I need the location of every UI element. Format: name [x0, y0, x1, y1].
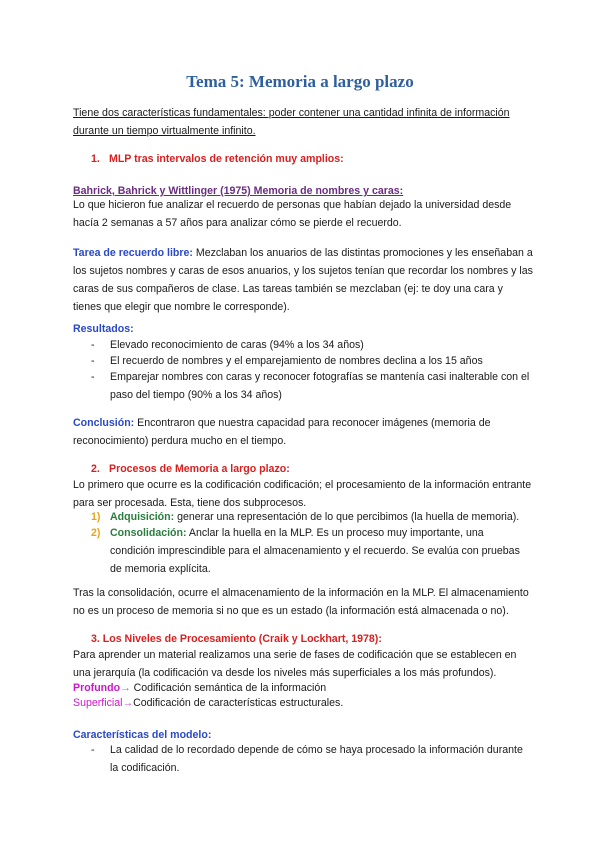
shallow-text: Codificación de características estructurales. — [133, 697, 344, 709]
study-title: Bahrick, Bahrick y Wittlinger (1975) Memoria de nombres y caras: — [73, 185, 404, 197]
section-2-text: Lo primero que ocurre es la codificación codificación; el procesamiento de la información entrante para ser procesada. Esta, tiene dos subprocesos. — [73, 479, 532, 509]
task-label: Tarea de recuerdo libre: — [73, 247, 193, 259]
arrow-icon: → — [122, 697, 134, 709]
bullet-dash: - — [91, 744, 95, 756]
section-2-number: 2. — [91, 463, 100, 475]
task-text: Mezclaban los anuarios de las distintas promociones y les enseñaban a los sujetos nombres y caras de esos anuarios, y los sujetos tenían que recordar los nombres y las caras de sus compañeros de clase. Las tareas también se mezclaban (ej: te doy una cara y tienes que elegir que nombre le corresponde). — [73, 247, 533, 313]
section-1-heading — [91, 150, 344, 168]
section-1-title: MLP tras intervalos de retención muy amplios: — [109, 153, 344, 165]
subprocess-number: 2) — [91, 527, 101, 539]
bullet-dash: - — [91, 371, 95, 383]
list-item-text: El recuerdo de nombres y el emparejamiento de nombres declina a los 15 años — [110, 355, 483, 367]
section-2-title: Procesos de Memoria a largo plazo: — [109, 463, 290, 475]
list-item — [91, 368, 531, 404]
subprocess-text — [110, 524, 531, 578]
section-3-text: Para aprender un material realizamos una serie de fases de codificación que se establecen en una jerarquía (la codificación va desde los niveles más superficiales a los más profundos). — [73, 649, 517, 679]
list-item-text: Elevado reconocimiento de caras (94% a los 34 años) — [110, 339, 364, 351]
features-label: Características del modelo: — [73, 729, 212, 741]
bullet-dash: - — [91, 339, 95, 351]
section-1-number: 1. — [91, 153, 100, 165]
shallow-label: Superficial — [73, 697, 123, 709]
shallow-processing-line — [73, 694, 533, 712]
list-item-text: Emparejar nombres con caras y reconocer fotografías se mantenía casi inalterable con el paso del tiempo (90% a los 34 años) — [110, 371, 530, 401]
list-item-text: La calidad de lo recordado depende de cómo se haya procesado la información durante la codificación. — [110, 744, 523, 774]
deep-text: Codificación semántica de la información — [130, 682, 327, 694]
bullet-dash: - — [91, 355, 95, 367]
arrow-icon: → — [120, 682, 131, 694]
section-3-heading: 3. Los Niveles de Procesamiento (Craik y Lockhart, 1978): — [91, 633, 382, 645]
subprocess-label: Consolidación: — [110, 527, 187, 539]
conclusion-paragraph — [73, 414, 533, 450]
subprocess-number: 1) — [91, 511, 101, 523]
storage-paragraph: Tras la consolidación, ocurre el almacenamiento de la información en la MLP. El almacenamiento no es un proceso de memoria si no que es un estado (la información está almacenada o no). — [73, 587, 529, 617]
subprocess-label: Adquisición: — [110, 511, 175, 523]
deep-label: Profundo — [73, 682, 121, 694]
task-paragraph — [73, 244, 533, 316]
subprocess-description: generar una representación de lo que percibimos (la huella de memoria). — [174, 511, 520, 523]
conclusion-text: Encontraron que nuestra capacidad para reconocer imágenes (memoria de reconocimiento) perdura mucho en el tiempo. — [73, 417, 491, 447]
study-text: Lo que hicieron fue analizar el recuerdo de personas que habían dejado la universidad desde hacía 2 semanas a 57 años para analizar cómo se pierde el recuerdo. — [73, 199, 512, 229]
intro-paragraph: Tiene dos características fundamentales: poder contener una cantidad infinita de información durante un tiempo virtualmente infinito. — [73, 107, 510, 137]
results-label: Resultados: — [73, 323, 134, 335]
subprocess-description: Anclar la huella en la MLP. Es un proceso muy importante, una condición imprescindible para el almacenamiento y el recuerdo. Se evalúa con pruebas de memoria explícita. — [110, 527, 520, 575]
list-item — [91, 741, 531, 777]
page-title: Tema 5: Memoria a largo plazo — [186, 72, 414, 91]
subprocess-item — [91, 524, 531, 578]
conclusion-label: Conclusión: — [73, 417, 135, 429]
